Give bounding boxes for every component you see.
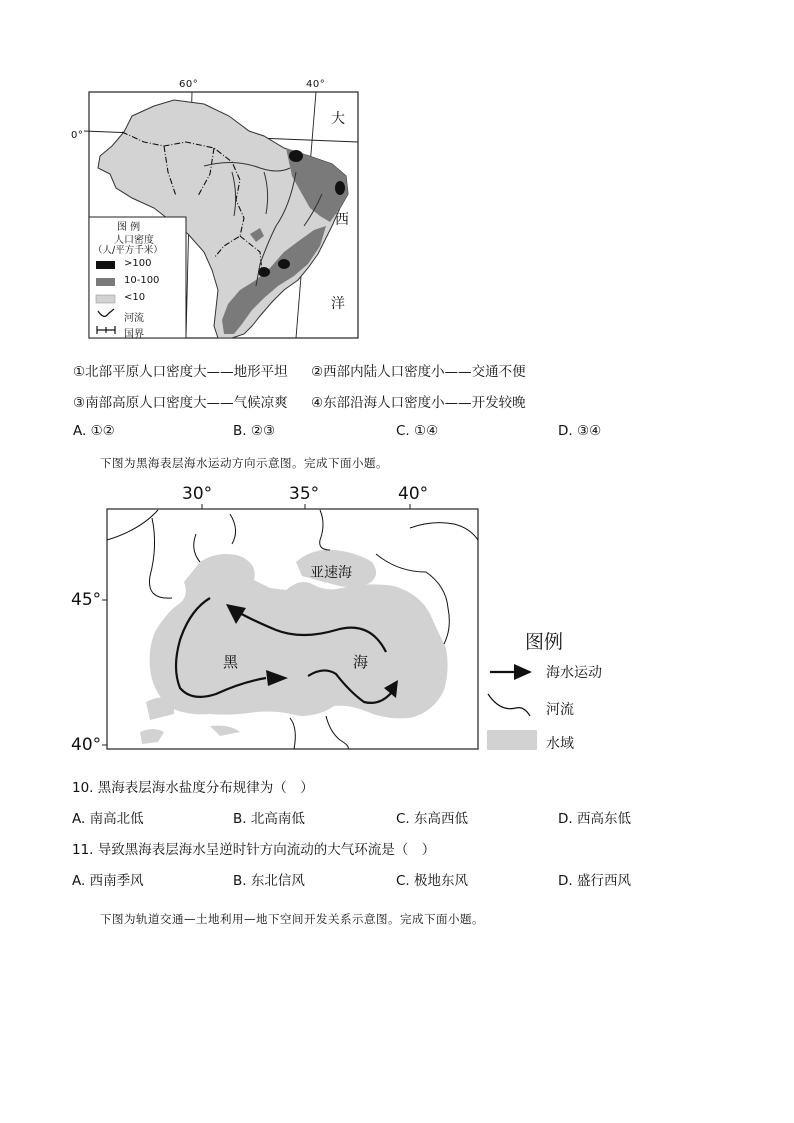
statement-3: ③南部高原人口密度大——气候凉爽 bbox=[73, 395, 288, 411]
legend-subtitle-2: （人/平方千米） bbox=[93, 245, 163, 256]
legend-label-current: 海水运动 bbox=[546, 665, 602, 681]
legend-title: 图 例 bbox=[117, 222, 141, 233]
legend-swatch-low bbox=[96, 295, 115, 303]
lat-0-label: 0° bbox=[71, 130, 84, 141]
legend-label-mid: 10-100 bbox=[124, 275, 160, 286]
lat-40-label: 40° bbox=[71, 735, 102, 755]
legend-label-low: <10 bbox=[124, 292, 146, 303]
lon-40-label: 40° bbox=[306, 79, 326, 90]
q9-option-b[interactable]: B. ②③ bbox=[233, 423, 276, 439]
q11-stem: 11. 导致黑海表层海水呈逆时针方向流动的大气环流是（ ） bbox=[72, 842, 436, 858]
q11-option-d[interactable]: D. 盛行西风 bbox=[558, 873, 631, 889]
q9-option-d[interactable]: D. ③④ bbox=[558, 423, 602, 439]
legend-label-high: >100 bbox=[124, 258, 152, 269]
q10-stem: 10. 黑海表层海水盐度分布规律为（ ） bbox=[72, 780, 314, 796]
lon-60-label: 60° bbox=[179, 79, 199, 90]
q11-option-b[interactable]: B. 东北信风 bbox=[233, 873, 305, 889]
legend-subtitle-1: 人口密度 bbox=[114, 235, 154, 246]
legend-swatch-mid bbox=[96, 278, 115, 286]
black-sea-label-2: 海 bbox=[353, 653, 369, 671]
ocean-char-1: 大 bbox=[331, 111, 345, 127]
q11-option-c[interactable]: C. 极地东风 bbox=[396, 873, 469, 889]
density-high-spot bbox=[335, 181, 345, 195]
q11-option-a[interactable]: A. 西南季风 bbox=[72, 873, 144, 889]
q9-option-c[interactable]: C. ①④ bbox=[396, 423, 439, 439]
q10-option-b[interactable]: B. 北高南低 bbox=[233, 811, 305, 827]
legend-arrow-icon bbox=[514, 664, 532, 680]
legend-swatch-high bbox=[96, 261, 115, 269]
density-high-spot bbox=[289, 150, 303, 162]
density-high-spot bbox=[278, 259, 290, 269]
q10-option-a[interactable]: A. 南高北低 bbox=[72, 811, 144, 827]
q10-option-c[interactable]: C. 东高西低 bbox=[396, 811, 469, 827]
lon-35-label: 35° bbox=[289, 484, 320, 504]
legend-label-river: 河流 bbox=[546, 702, 574, 718]
intro-black-sea: 下图为黑海表层海水运动方向示意图。完成下面小题。 bbox=[100, 456, 388, 470]
azov-sea-label: 亚速海 bbox=[310, 565, 352, 581]
lon-40-label: 40° bbox=[398, 484, 429, 504]
q9-option-a[interactable]: A. ①② bbox=[73, 423, 115, 439]
q10-option-d[interactable]: D. 西高东低 bbox=[558, 811, 631, 827]
south-america-population-map bbox=[64, 76, 364, 342]
legend-label-water: 水域 bbox=[546, 736, 574, 752]
map2-legend-title: 图例 bbox=[525, 631, 564, 653]
ocean-char-3: 洋 bbox=[331, 296, 345, 312]
legend-water-swatch bbox=[487, 730, 537, 750]
lon-30-label: 30° bbox=[182, 484, 213, 504]
legend-label-river: 河流 bbox=[124, 313, 144, 324]
density-high-spot bbox=[258, 267, 270, 277]
black-sea-label-1: 黑 bbox=[223, 653, 239, 671]
legend-label-border: 国界 bbox=[124, 329, 144, 340]
lat-45-label: 45° bbox=[71, 590, 102, 610]
statement-4: ④东部沿海人口密度小——开发较晚 bbox=[311, 395, 526, 411]
legend-river-icon bbox=[488, 694, 530, 716]
statement-1: ①北部平原人口密度大——地形平坦 bbox=[73, 364, 288, 380]
statement-2: ②西部内陆人口密度小——交通不便 bbox=[311, 364, 526, 380]
ocean-char-2: 西 bbox=[335, 212, 349, 228]
intro-rail-transit: 下图为轨道交通—土地利用—地下空间开发关系示意图。完成下面小题。 bbox=[100, 912, 484, 926]
